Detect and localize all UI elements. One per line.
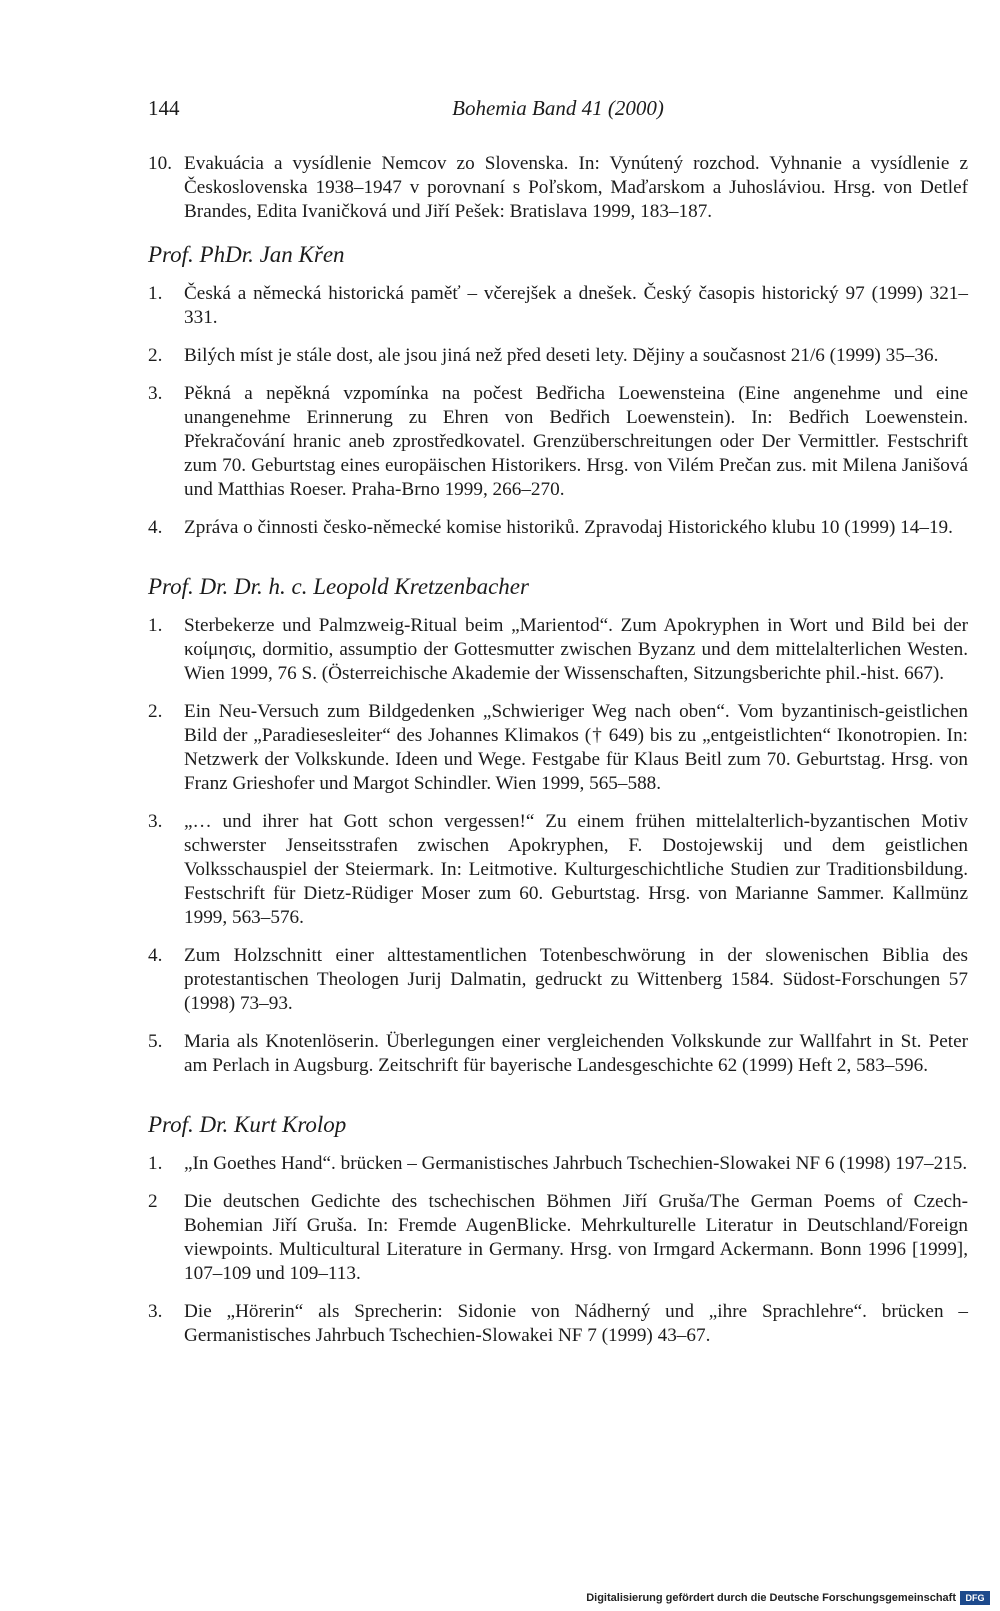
entry-number: 5. <box>148 1031 163 1052</box>
entry-number: 4. <box>148 517 163 538</box>
entry-text: „In Goethes Hand“. brücken – Germanistisches Jahrbuch Tschechien-Slowakei NF 6 (1998) 197–215. <box>184 1153 968 1174</box>
bibliography-list <box>148 152 968 1362</box>
bibliography-entry <box>148 1152 968 1176</box>
entry-number: 3. <box>148 811 163 832</box>
digitization-credit <box>586 1591 990 1605</box>
entry-text: Evakuácia a vysídlenie Nemcov zo Slovenska. In: Vynútený rozchod. Vyhnanie a vysídlenie z Československa 1938–1947 v porovnaní s Poľskom, Maďarskom a Juhosláviou. Hrsg. von Detlef Brandes, Edita Ivaničková und Jiří Pešek: Bratislava 1999, 183–187. <box>184 153 968 222</box>
entry-number: 2 <box>148 1191 158 1212</box>
entry-text: Die deutschen Gedichte des tschechischen Böhmen Jiří Gruša/The German Poems of Czech-Bohemian Jiří Gruša. In: Fremde AugenBlicke. Mehrkulturelle Literatur in Deutschland/Foreign viewpoints. Multicultural Literature in Germany. Hrsg. von Irmgard Ackermann. Bonn 1996 [1999], 107–109 und 109–113. <box>184 1191 968 1284</box>
entry-text: Pěkná a nepěkná vzpomínka na počest Bedřicha Loewensteina (Eine angenehme und eine unangenehme Erinnerung zu Ehren von Bedřich Loewenstein). In: Bedřich Loewenstein. Překračování hranic aneb zprostředkovatel. Grenzüberschreitungen oder Der Vermittler. Festschrift zum 70. Geburtstag eines europäischen Historikers. Hrsg. von Vilém Prečan zus. mit Milena Janišová und Matthias Roeser. Praha-Brno 1999, 266–270. <box>184 383 968 500</box>
entry-number: 1. <box>148 283 163 304</box>
journal-title: Bohemia Band 41 (2000) <box>452 96 664 120</box>
credit-text: Digitalisierung gefördert durch die Deutsche Forschungsgemeinschaft <box>586 1592 956 1604</box>
bibliography-entry <box>148 282 968 330</box>
bibliography-entry <box>148 614 968 686</box>
author-heading: Prof. Dr. Kurt Krolop <box>148 1112 347 1137</box>
running-header <box>148 96 968 126</box>
author-heading: Prof. PhDr. Jan Křen <box>148 242 345 267</box>
entry-text: Česká a německá historická paměť – včerejšek a dnešek. Český časopis historický 97 (1999) 321–331. <box>184 283 968 328</box>
dfg-logo-icon: DFG <box>960 1591 990 1605</box>
author-heading: Prof. Dr. Dr. h. c. Leopold Kretzenbacher <box>148 574 529 599</box>
bibliography-entry <box>148 700 968 796</box>
bibliography-entry <box>148 382 968 502</box>
page-number: 144 <box>148 96 180 120</box>
bibliography-entry <box>148 944 968 1016</box>
entry-number: 1. <box>148 1153 163 1174</box>
bibliography-entry <box>148 810 968 930</box>
entry-text: Ein Neu-Versuch zum Bildgedenken „Schwieriger Weg nach oben“. Vom byzantinisch-geistlichen Bild der „Paradiesesleiter“ des Johannes Klimakos († 649) bis zu „entgeistlichten“ Ikonotropien. In: Netzwerk der Volkskunde. Ideen und Wege. Festgabe für Klaus Beitl zum 70. Geburtstag. Hrsg. von Franz Grieshofer und Margot Schindler. Wien 1999, 565–588. <box>184 701 968 794</box>
entry-text: Maria als Knotenlöserin. Überlegungen einer vergleichenden Volkskunde zur Wallfahrt in St. Peter am Perlach in Augsburg. Zeitschrift für bayerische Landesgeschichte 62 (1999) Heft 2, 583–596. <box>184 1031 968 1076</box>
entry-number: 3. <box>148 383 163 404</box>
entry-text: Bilých míst je stále dost, ale jsou jiná než před deseti lety. Dějiny a současnost 21/6 (1999) 35–36. <box>184 345 939 366</box>
entry-text: Zpráva o činnosti česko-německé komise historiků. Zpravodaj Historického klubu 10 (1999) 14–19. <box>184 517 953 538</box>
entry-number: 4. <box>148 945 163 966</box>
bibliography-entry <box>148 1300 968 1348</box>
entry-text: Die „Hörerin“ als Sprecherin: Sidonie von Nádherný und „ihre Sprachlehre“. brücken – Germanistisches Jahrbuch Tschechien-Slowakei NF 7 (1999) 43–67. <box>184 1301 968 1346</box>
entry-number: 3. <box>148 1301 163 1322</box>
entry-text: „… und ihrer hat Gott schon vergessen!“ Zu einem frühen mittelalterlich-byzantischen Motiv schwerster Jenseitsstrafen zwischen Apokryphen, F. Dostojewskij und dem geistlichen Volksschauspiel der Steiermark. In: Leitmotive. Kulturgeschichtliche Studien zur Traditionsbildung. Festschrift für Dietz-Rüdiger Moser zum 60. Geburtstag. Hrsg. von Marianne Sammer. Kallmünz 1999, 563–576. <box>184 811 968 928</box>
bibliography-entry <box>148 152 968 224</box>
bibliography-entry <box>148 1190 968 1286</box>
entry-number: 2. <box>148 345 163 366</box>
entry-text: Zum Holzschnitt einer alttestamentlichen Totenbeschwörung in der slowenischen Biblia des protestantischen Theologen Jurij Dalmatin, gedruckt zu Wittenberg 1584. Südost-Forschungen 57 (1998) 73–93. <box>184 945 968 1014</box>
bibliography-entry <box>148 1030 968 1078</box>
bibliography-entry <box>148 516 968 540</box>
entry-number: 2. <box>148 701 163 722</box>
entry-number: 1. <box>148 615 163 636</box>
bibliography-entry <box>148 344 968 368</box>
entry-text: Sterbekerze und Palmzweig-Ritual beim „Marientod“. Zum Apokryphen in Wort und Bild bei der κοίμησις, dormitio, assumptio der Gottesmutter zwischen Byzanz und dem mittelalterlichen Westen. Wien 1999, 76 S. (Österreichische Akademie der Wissenschaften, Sitzungsberichte phil.-hist. 667). <box>184 615 968 684</box>
entry-number: 10. <box>148 153 172 174</box>
